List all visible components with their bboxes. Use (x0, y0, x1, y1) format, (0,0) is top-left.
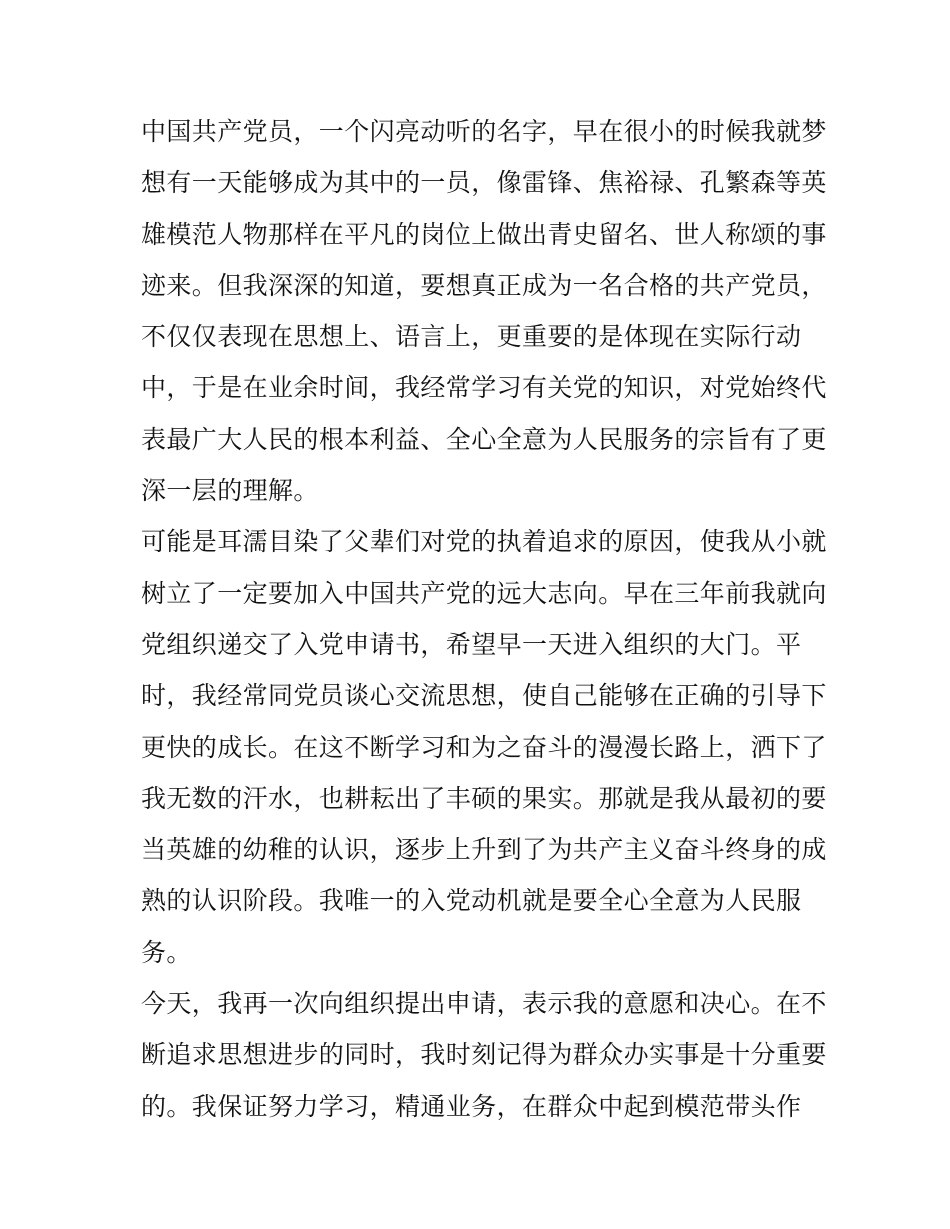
text-line: 迹来。但我深深的知道，要想真正成为一名合格的共产党员， (141, 270, 827, 300)
text-line: 树立了一定要加入中国共产党的远大志向。早在三年前我就向 (141, 578, 827, 608)
text-line: 务。 (141, 937, 192, 967)
text-line: 更快的成长。在这不断学习和为之奋斗的漫漫长路上，洒下了 (141, 732, 827, 762)
text-line: 不仅仅表现在思想上、语言上，更重要的是体现在实际行动 (141, 322, 802, 352)
text-line: 的。我保证努力学习，精通业务，在群众中起到模范带头作 (141, 1091, 802, 1121)
text-line: 当英雄的幼稚的认识，逐步上升到了为共产主义奋斗终身的成 (141, 835, 827, 865)
text-line: 深一层的理解。 (141, 476, 319, 506)
paragraph-3 (141, 978, 827, 1132)
text-line: 时，我经常同党员谈心交流思想，使自己能够在正确的引导下 (141, 681, 827, 711)
text-line: 中，于是在业余时间，我经常学习有关党的知识，对党始终代 (141, 373, 827, 403)
text-line: 断追求思想进步的同时，我时刻记得为群众办实事是十分重要 (141, 1040, 827, 1070)
text-line: 雄模范人物那样在平凡的岗位上做出青史留名、世人称颂的事 (141, 219, 827, 249)
text-line: 熟的认识阶段。我唯一的入党动机就是要全心全意为人民服 (141, 886, 802, 916)
text-line: 我无数的汗水，也耕耘出了丰硕的果实。那就是我从最初的要 (141, 783, 827, 813)
document-body (141, 106, 827, 1132)
text-line: 想有一天能够成为其中的一员，像雷锋、焦裕禄、孔繁森等英 (141, 168, 827, 198)
paragraph-2 (141, 516, 827, 978)
paragraph-1 (141, 106, 827, 516)
text-line: 党组织递交了入党申请书，希望早一天进入组织的大门。平 (141, 629, 802, 659)
text-line: 中国共产党员，一个闪亮动听的名字，早在很小的时候我就梦 (141, 117, 827, 146)
text-line: 今天，我再一次向组织提出申请，表示我的意愿和决心。在不 (141, 989, 827, 1019)
text-line: 表最广大人民的根本利益、全心全意为人民服务的宗旨有了更 (141, 424, 827, 454)
text-line: 可能是耳濡目染了父辈们对党的执着追求的原因，使我从小就 (141, 527, 827, 557)
